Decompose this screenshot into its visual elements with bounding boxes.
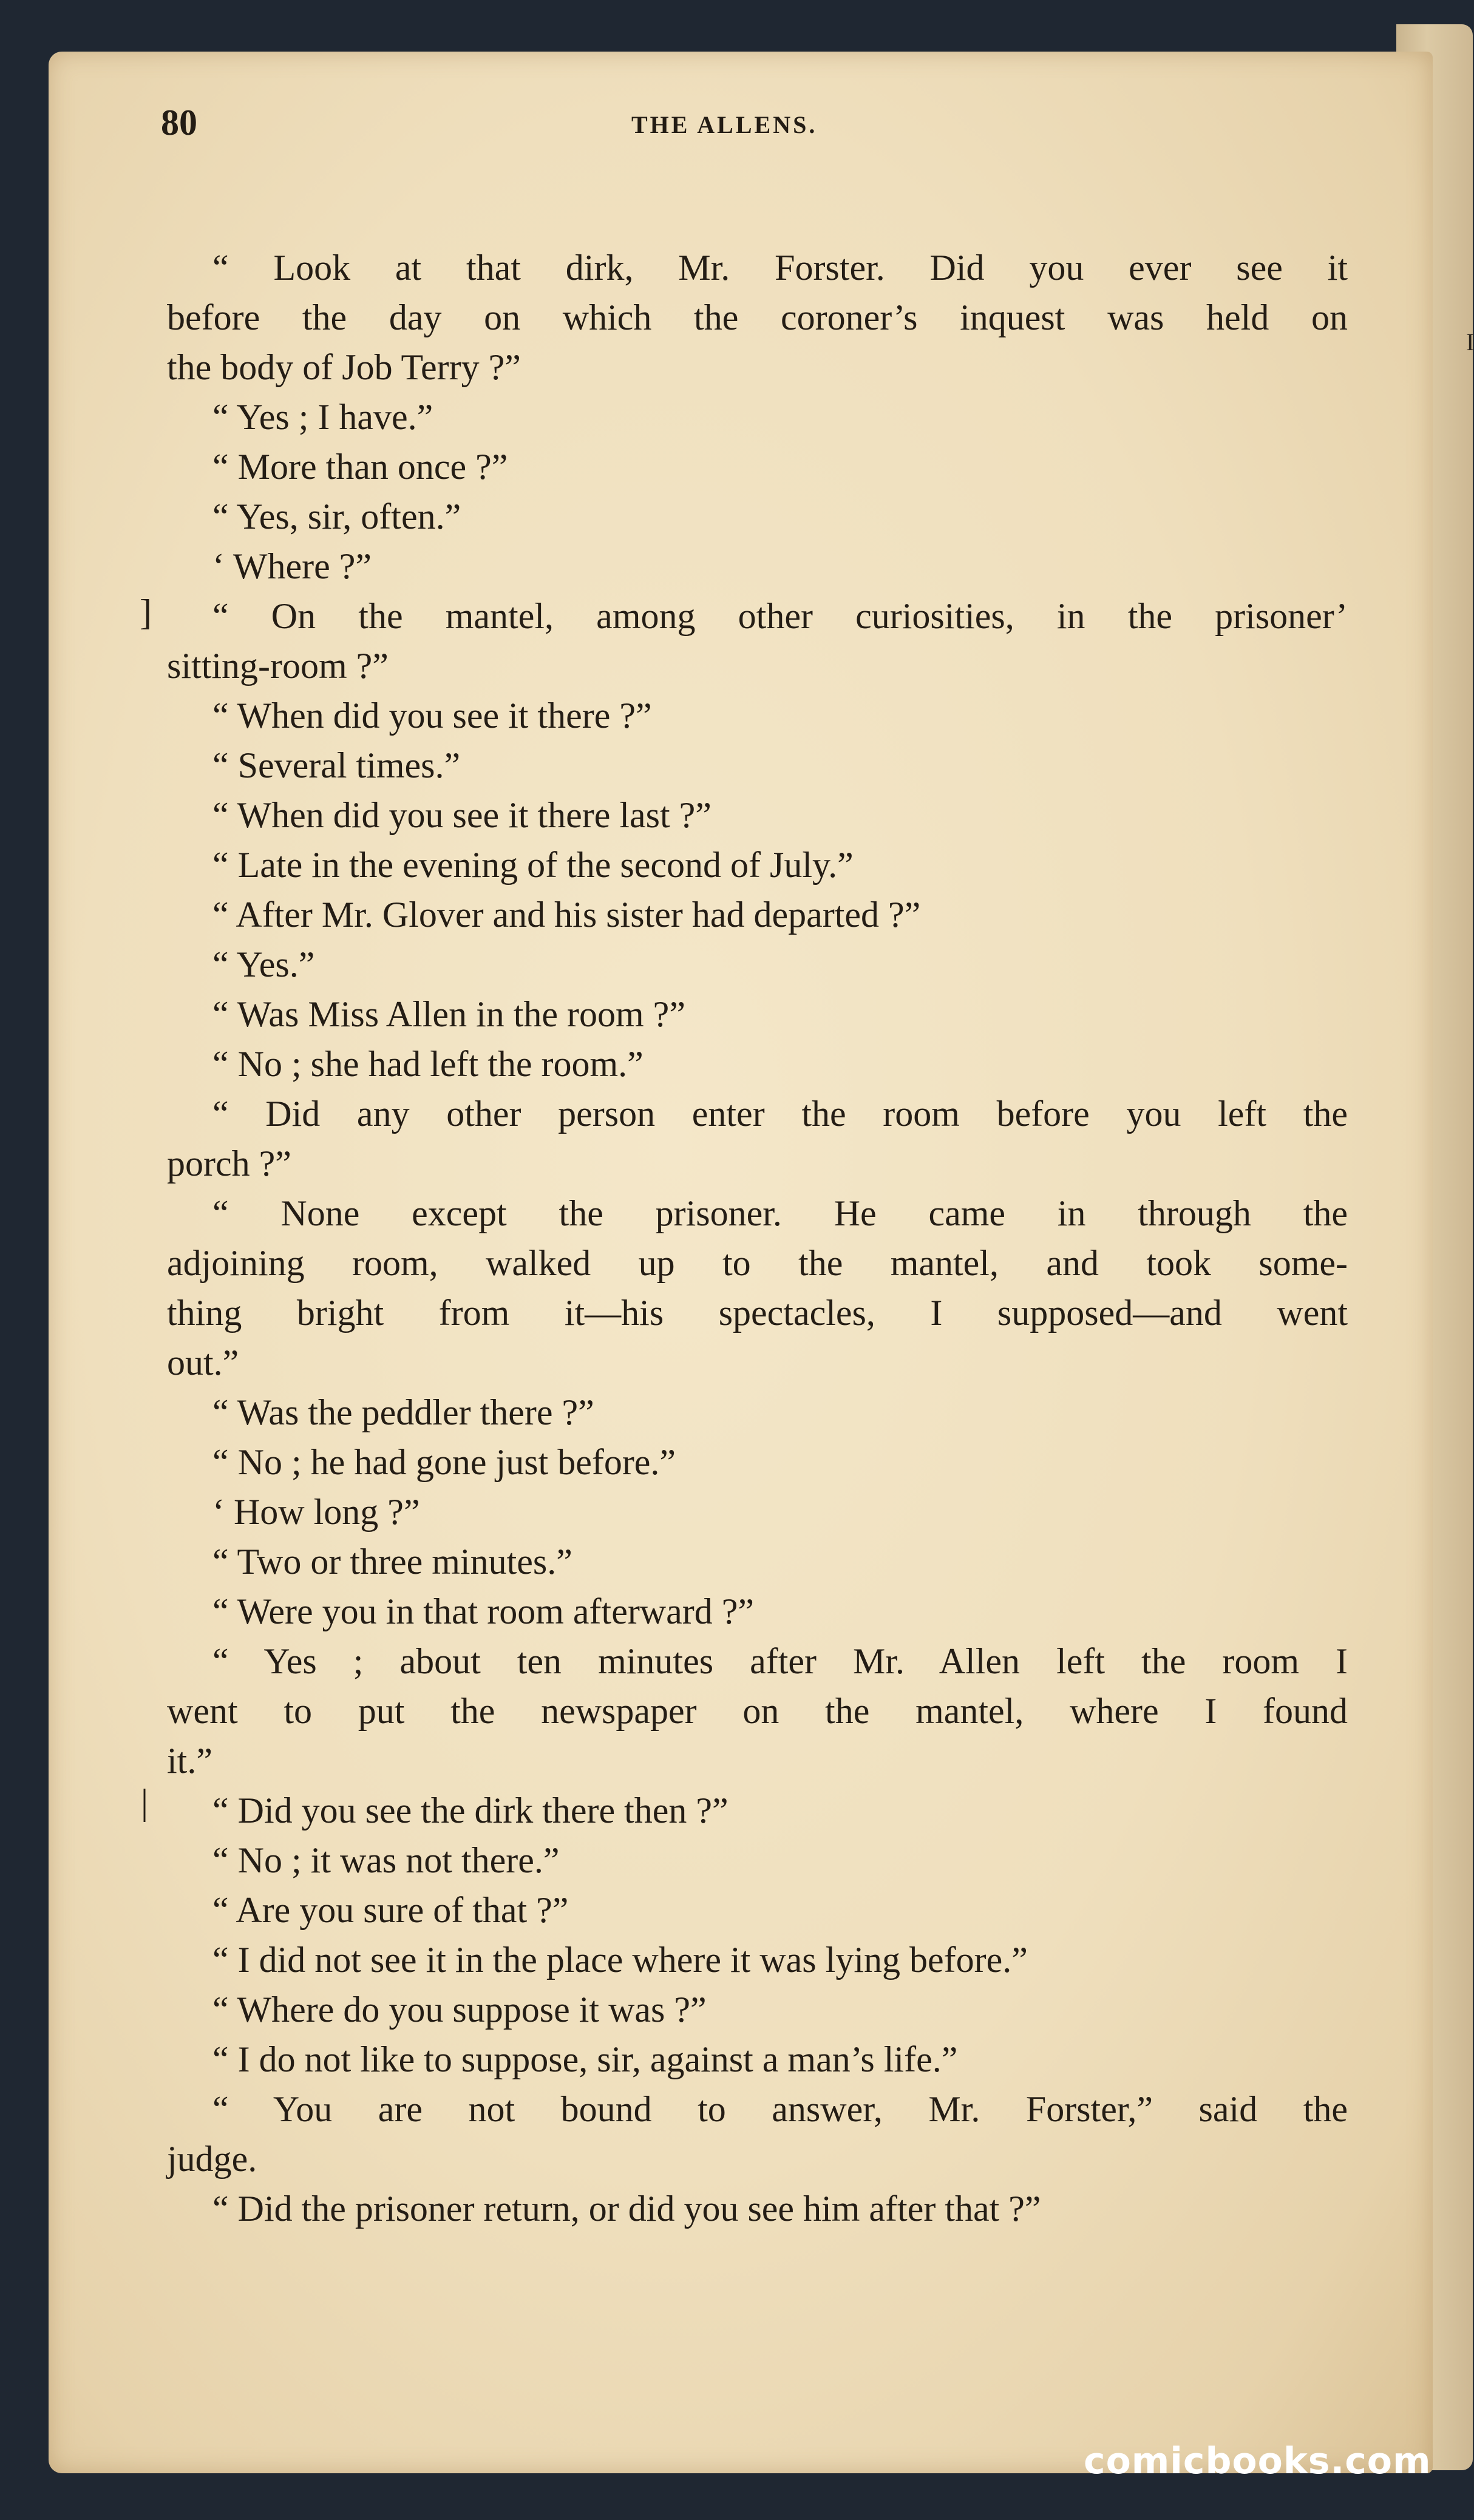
text-line: “ Are you sure of that ?” <box>212 1890 569 1930</box>
page-header <box>0 102 1473 157</box>
text-line: thing bright from it—his spectacles, I supposed—and went <box>167 1293 1348 1333</box>
margin-mark: | <box>141 1782 149 1822</box>
text-line: porch ?” <box>167 1143 291 1184</box>
text-line: “ On the mantel, among other curiosities, in the prisoner’ <box>212 596 1348 636</box>
text-line: “ Was the peddler there ?” <box>212 1392 594 1432</box>
site-watermark: comicbooks.com <box>1084 2440 1432 2482</box>
text-line: “ Yes, sir, often.” <box>212 496 461 537</box>
body-text <box>167 243 1348 2234</box>
text-line: “ No ; she had left the room.” <box>212 1044 644 1084</box>
text-line: “ No ; it was not there.” <box>212 1840 560 1880</box>
text-line: “ None except the prisoner. He came in through the <box>212 1193 1348 1233</box>
text-line: before the day on which the coroner’s inquest was held on <box>167 297 1348 337</box>
text-line: “ Look at that dirk, Mr. Forster. Did you ever see it <box>212 248 1348 288</box>
margin-mark: ] <box>140 592 152 632</box>
text-line: “ Were you in that room afterward ?” <box>212 1591 755 1631</box>
page-number: 80 <box>161 103 197 143</box>
text-line: sitting-room ?” <box>167 646 389 686</box>
text-line: “ More than once ?” <box>212 447 508 487</box>
text-line: the body of Job Terry ?” <box>167 347 521 387</box>
text-line: ‘ Where ?” <box>212 546 372 586</box>
text-line: “ I do not like to suppose, sir, against a man’s life.” <box>212 2039 958 2079</box>
text-line: “ Where do you suppose it was ?” <box>212 1990 707 2030</box>
text-line: “ Yes.” <box>212 944 315 984</box>
text-line: “ Did the prisoner return, or did you see him after that ?” <box>212 2189 1041 2229</box>
text-line: went to put the newspaper on the mantel, where I found <box>167 1691 1348 1731</box>
text-line: out.” <box>167 1343 239 1383</box>
text-line: “ Yes ; I have.” <box>212 397 433 437</box>
text-line: adjoining room, walked up to the mantel, and took some- <box>167 1243 1348 1283</box>
text-line: “ Did any other person enter the room before you left the <box>212 1094 1348 1134</box>
text-line: it.” <box>167 1741 212 1781</box>
text-line: judge. <box>167 2139 257 2179</box>
text-line: “ Several times.” <box>212 745 461 785</box>
text-line: “ When did you see it there ?” <box>212 696 652 736</box>
text-line: “ You are not bound to answer, Mr. Forster,” said the <box>212 2089 1348 2129</box>
text-line: “ No ; he had gone just before.” <box>212 1442 676 1482</box>
text-line: “ Yes ; about ten minutes after Mr. Allen left the room I <box>212 1641 1348 1681</box>
text-line: “ When did you see it there last ?” <box>212 795 712 835</box>
text-line: “ Did you see the dirk there then ?” <box>212 1790 729 1831</box>
running-title: THE ALLENS. <box>631 111 818 138</box>
text-line: “ After Mr. Glover and his sister had departed ?” <box>212 895 921 935</box>
text-line: ‘ How long ?” <box>212 1492 420 1532</box>
text-line: “ Late in the evening of the second of July.” <box>212 845 854 885</box>
adjacent-page-mark: I <box>1466 328 1474 356</box>
text-line: “ Two or three minutes.” <box>212 1542 572 1582</box>
text-line: “ Was Miss Allen in the room ?” <box>212 994 685 1034</box>
text-line: “ I did not see it in the place where it was lying before.” <box>212 1940 1028 1980</box>
